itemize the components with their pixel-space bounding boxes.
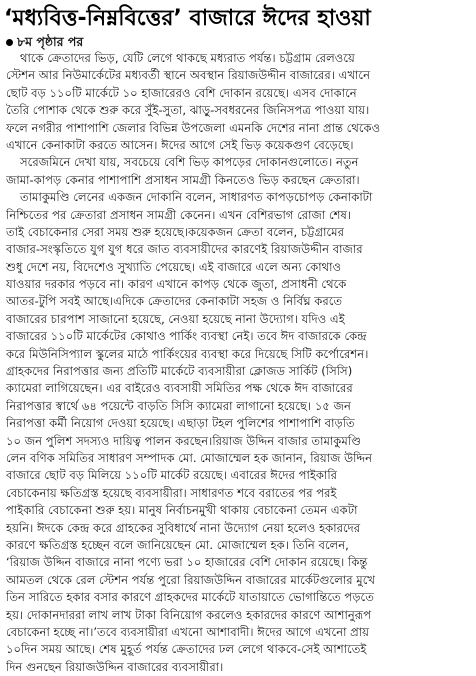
article-line: ‘রিয়াজ উদ্দিন বাজারে নানা পণ্যে ভরা ১০ হাজারের বেশি দোকান রয়েছে। কিন্তু [6, 555, 368, 570]
article-line: তামাকুমণ্ডি লেনের একজন দোকানি বলেন, সাধারণত কাপড়চোপড় কেনাকাটা [20, 190, 373, 205]
article-line: সরেজমিনে দেখা যায়, সবচেয়ে বেশি ভিড় কাপড়ের দোকানগুলোতে। নতুন [20, 155, 359, 170]
article-line: হয়নি। ঈদকে কেন্দ্র করে গ্রাহকের সুবিধার্থে নানা উদ্যোগ নেয়া হলেও হকারদের [6, 520, 361, 535]
article-line: বেচাকেনায় ক্ষতিগ্রস্ত হয়েছে ব্যবসায়ীরা। সাধারণত শবে বরাতের পর পরই [6, 485, 337, 500]
article-line: ফলে নগরীর পাশাপাশি জেলার বিভিন্ন উপজেলা এমনকি দেশের নানা প্রান্ত থেকেও [6, 120, 381, 135]
article-line: আমতল থেকে রেল স্টেশন পর্যন্ত পুরো রিয়াজউদ্দিন বাজারের মার্কেটগুলোর মুখে [6, 572, 375, 587]
headline: ‘মধ্যবিত্ত-নিম্নবিত্তের’ বাজারে ঈদের হাওয়া [4, 6, 371, 31]
article-line: ১০দিন সময় আছে। শেষ মুহূর্ত পর্যন্ত ক্রেতাদের ঢল লেগে থাকবে-সেই আশাতেই [6, 642, 367, 657]
article-line: তিন সারিতে হকার বসার কারণে গ্রাহকদের মার্কেটে যাতায়াতে ভোগান্তিতে পড়তে [6, 590, 374, 605]
article-line: স্টেশন আর নিউমার্কেটের মধ্যবর্তী স্থানে অবস্থান রিয়াজউদ্দীন বাজারের। এখানে [6, 68, 370, 83]
article-line: বেচাকেনা হচ্ছে না।’তবে ব্যবসায়ীরা এখনো আশাবাদী। ঈদের আগে এখনো প্রায় [6, 624, 370, 639]
article-line: লেন বণিক সমিতির সাধারণ সম্পাদক মো. মোজাম্মেল হক জানান, রিয়াজ উদ্দিন [6, 450, 372, 465]
article-line: বাজারের ১১০টি মার্কেটের কোথাও পার্কিং ব্যবস্থা নেই। তবে ঈদ বাজারকে কেন্দ্র [6, 329, 367, 344]
article-line: পাইকারি বেচাকেনা শুরু হয়। মানুষ নির্বাচনমুখী থাকায় বেচাকেনা তেমন একটা [6, 503, 358, 518]
article-line: শুধু দেশে নয়, বিদেশেও সুখ্যাতি পেয়েছে। এই বাজারে এলে অন্য কোথাও [6, 259, 342, 274]
article-line: বাজারে ছোট বড় মিলিয়ে ১১০টি মার্কেট রয়েছে। এবারের ঈদের পাইকারি [6, 468, 338, 483]
article-line: এখানে কেনাকাটা করতে আসেন। ঈদের আগে সেই ভিড় কয়েকগুণ বেড়েছে। [6, 137, 354, 152]
article-body [0, 50, 476, 676]
article-line: তৈরি পোশাক থেকে শুরু করে সুঁই-সুতা, ঝাড়ু-সবধরনের জিনিসপত্র পাওয়া যায়। [6, 103, 370, 118]
article-line: ক্যামেরা লাগিয়েছেন। এর বাইরেও ব্যবসায়ী সমিতির পক্ষ থেকে ঈদ বাজারের [6, 381, 353, 396]
article-line: যাওয়ার দরকার পড়বে না। কারণ এখানে কাপড় থেকে জুতা, প্রসাধনী থেকে [6, 277, 347, 292]
article-line: ১০ জন পুলিশ সদস্যও দায়িত্ব পালন করছেন।রিয়াজ উদ্দিন বাজার তামাকুমণ্ডি [6, 433, 361, 448]
article-line: বাজারের চারপাশ সাজানো হয়েছে, নেওয়া হয়েছে নানা উদ্যোগ। যদিও এই [6, 311, 345, 326]
article-line: দিন গুনছেন রিয়াজউদ্দিন বাজারের ব্যবসায়ীরা। [6, 659, 224, 674]
article-line: বাজার-সংস্কৃতিতে যুগ যুগ ধরে জাত ব্যবসায়ীদের কারণেই রিয়াজউদ্দীন বাজার [6, 242, 363, 257]
article-line: নিরাপত্তার স্বার্থে ৬৪ পয়েন্টে বাড়তি সিসি ক্যামেরা লাগানো হয়েছে। ১৫ জন [6, 398, 351, 413]
continued-from-label: ৮ম পৃষ্ঠার পর [17, 34, 84, 49]
bullet-icon [6, 39, 13, 46]
article-line: তাই বেচাকেনার সেরা সময় শুরু হয়েছে।কয়েকজন ক্রেতা বলেন, চট্টগ্রামের [6, 224, 344, 239]
article-line: নিশ্চিতের পর ক্রেতারা প্রসাধন সামগ্রী কেনেন। এখন বেশিরভাগ রোজা শেষ। [6, 207, 352, 222]
article-line: নিরাপত্তা কর্মী নিয়োগ দেওয়া হয়েছে। এছাড়া টহল পুলিশের পাশাপাশি বাড়তি [6, 416, 355, 431]
article-line: করে মিউনিসিপ্যাল স্কুলের মাঠে পার্কিংয়ের ব্যবস্থা করে দিয়েছে সিটি কর্পোরেশন। [6, 346, 369, 361]
article-line: থাকে ক্রেতাদের ভিড়, যেটি লেগে থাকছে মধ্যরাত পর্যন্ত। চট্টগ্রাম রেলওয়ে [20, 51, 355, 65]
article-line: গ্রাহকদের নিরাপত্তার জন্য প্রতিটি মার্কেটে ব্যবসায়ীরা ক্লোজড সার্কিট (সিসি) [6, 364, 353, 379]
article-line: আতর-টুপি সবই আছে।এদিকে ক্রেতাদের কেনাকাটা সহজ ও নির্বিঘ্ন করতে [6, 294, 343, 309]
continued-from-line [0, 34, 476, 50]
article-line: ছোট বড় ১১০টি মার্কেটে ১০ হাজারেরও বেশি দোকান রয়েছে। এসব দোকানে [6, 85, 357, 100]
article-line: হয়। দোকানদাররা লাখ লাখ টাকা বিনিয়োগ করলেও হকারদের কারণে আশানুরূপ [6, 607, 372, 622]
article-line: কারণে ক্ষতিগ্রস্ত হচ্ছেন বলে জানিয়েছেন মো. মোজাম্মেল হক। তিনি বলেন, [6, 537, 349, 552]
article-line: জামা-কাপড় কেনার পাশাপাশি প্রসাধন সামগ্রী কিনতেও ভিড় করছেন ক্রেতারা। [6, 172, 360, 187]
